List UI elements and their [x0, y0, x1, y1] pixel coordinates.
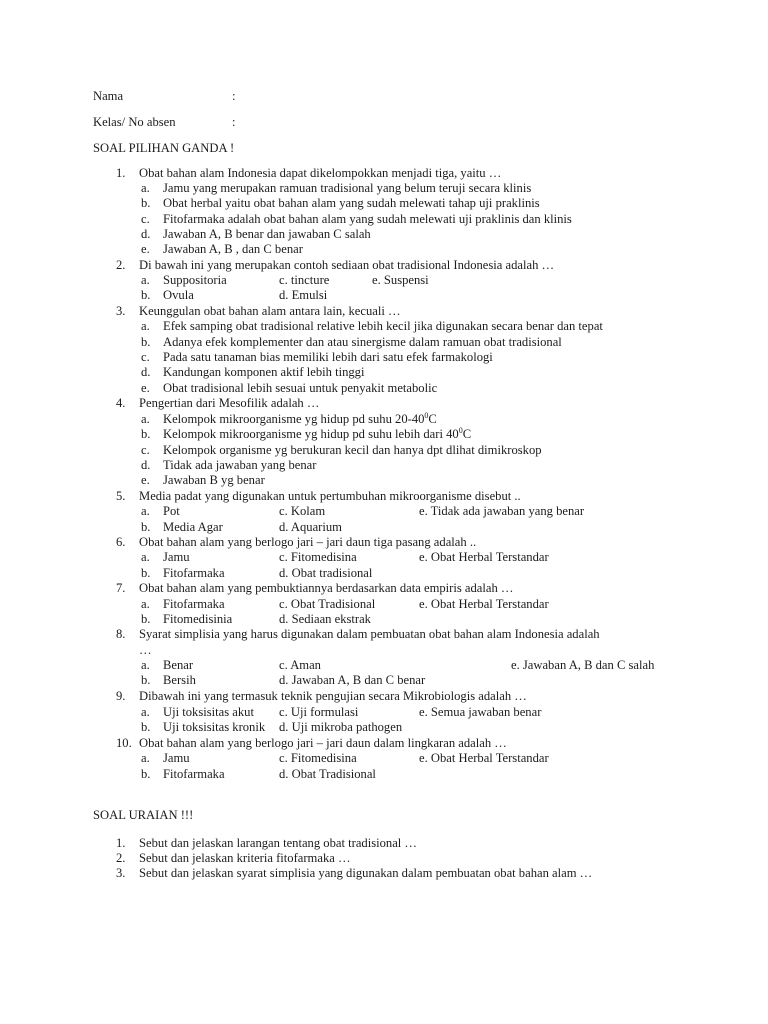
kelas-label: Kelas/ No absen: [93, 115, 176, 129]
question-number: 10.: [116, 736, 132, 750]
question-number: 7.: [116, 581, 126, 595]
option-a: Jamu yang merupakan ramuan tradisional yang belum teruji secara klinis: [163, 181, 532, 195]
kelas-colon: :: [232, 115, 236, 129]
question-number: 2.: [116, 258, 126, 272]
option-letter: b.: [141, 673, 151, 687]
question-text: Syarat simplisia yang harus digunakan dalam pembuatan obat bahan alam Indonesia adalah: [139, 627, 600, 641]
option-d: Tidak ada jawaban yang benar: [163, 458, 317, 472]
option-d: d. Emulsi: [279, 288, 328, 302]
question-text: Dibawah ini yang termasuk teknik pengujian secara Mikrobiologis adalah …: [139, 689, 527, 703]
option-d: d. Uji mikroba pathogen: [279, 720, 403, 734]
option-letter: a.: [141, 705, 150, 719]
option-d: d. Obat Tradisional: [279, 767, 376, 781]
question-text: Obat bahan alam yang pembuktiannya berdasarkan data empiris adalah …: [139, 581, 514, 595]
option-letter: e.: [141, 242, 150, 256]
option-letter: b.: [141, 196, 151, 210]
option-d: Jawaban A, B benar dan jawaban C salah: [163, 227, 371, 241]
option-letter: d.: [141, 365, 151, 379]
option-letter: e.: [141, 381, 150, 395]
essay-text: Sebut dan jelaskan syarat simplisia yang digunakan dalam pembuatan obat bahan alam …: [139, 866, 593, 880]
option-b: Fitomedisinia: [163, 612, 233, 626]
option-letter: a.: [141, 181, 150, 195]
option-letter: b.: [141, 288, 151, 302]
question-text: Keunggulan obat bahan alam antara lain, kecuali …: [139, 304, 401, 318]
option-letter: c.: [141, 212, 150, 226]
section-title-pilihan-ganda: SOAL PILIHAN GANDA !: [93, 141, 235, 155]
option-b: [163, 427, 471, 442]
option-e: e. Obat Herbal Terstandar: [419, 751, 549, 765]
option-c: c. Aman: [279, 658, 321, 672]
essay-number: 3.: [116, 866, 126, 880]
question-number: 6.: [116, 535, 126, 549]
option-e: Jawaban A, B , dan C benar: [163, 242, 303, 256]
option-letter: c.: [141, 350, 150, 364]
option-a: [163, 412, 437, 427]
option-letter: a.: [141, 273, 150, 287]
option-b: Uji toksisitas kronik: [163, 720, 266, 734]
option-letter: a.: [141, 597, 150, 611]
option-c: c. Fitomedisina: [279, 550, 357, 564]
question-text-continuation: …: [139, 643, 152, 657]
option-e: e. Obat Herbal Terstandar: [419, 597, 549, 611]
question-text: Obat bahan alam yang berlogo jari – jari daun dalam lingkaran adalah …: [139, 736, 507, 750]
option-letter: a.: [141, 550, 150, 564]
option-b: Ovula: [163, 288, 194, 302]
option-a: Efek samping obat tradisional relative lebih kecil jika digunakan secara benar dan tepat: [163, 319, 603, 333]
question-number: 9.: [116, 689, 126, 703]
option-b-unit: C: [462, 427, 472, 441]
option-b: Fitofarmaka: [163, 767, 225, 781]
option-b: Adanya efek komplementer dan atau sinergisme dalam ramuan obat tradisional: [163, 335, 562, 349]
option-a: Benar: [163, 658, 194, 672]
option-d: Kandungan komponen aktif lebih tinggi: [163, 365, 365, 379]
option-b: Obat herbal yaitu obat bahan alam yang sudah melewati tahap uji praklinis: [163, 196, 540, 210]
option-e: e. Tidak ada jawaban yang benar: [419, 504, 585, 518]
degree-superscript: 0: [424, 411, 429, 420]
option-b: Fitofarmaka: [163, 566, 225, 580]
option-c: c. Fitomedisina: [279, 751, 357, 765]
question-number: 3.: [116, 304, 126, 318]
option-c: Fitofarmaka adalah obat bahan alam yang sudah melewati uji praklinis dan klinis: [163, 212, 572, 226]
option-d: d. Aquarium: [279, 520, 342, 534]
question-text: Di bawah ini yang merupakan contoh sediaan obat tradisional Indonesia adalah …: [139, 258, 555, 272]
option-letter: b.: [141, 720, 151, 734]
essay-number: 1.: [116, 836, 126, 850]
option-letter: b.: [141, 612, 151, 626]
essay-number: 2.: [116, 851, 126, 865]
option-letter: a.: [141, 412, 150, 426]
question-number: 1.: [116, 166, 126, 180]
option-c: c. tincture: [279, 273, 330, 287]
option-e: e. Semua jawaban benar: [419, 705, 542, 719]
option-letter: d.: [141, 458, 151, 472]
option-e: e. Suspensi: [372, 273, 429, 287]
option-c: Pada satu tanaman bias memiliki lebih dari satu efek farmakologi: [163, 350, 493, 364]
option-a: Pot: [163, 504, 180, 518]
option-letter: a.: [141, 751, 150, 765]
option-b: Bersih: [163, 673, 196, 687]
option-d: d. Jawaban A, B dan C benar: [279, 673, 426, 687]
question-text: Obat bahan alam Indonesia dapat dikelompokkan menjadi tiga, yaitu …: [139, 166, 502, 180]
essay-text: Sebut dan jelaskan larangan tentang obat tradisional …: [139, 836, 418, 850]
option-letter: b.: [141, 566, 151, 580]
option-d: d. Obat tradisional: [279, 566, 373, 580]
option-e: e. Obat Herbal Terstandar: [419, 550, 549, 564]
option-letter: a.: [141, 658, 150, 672]
option-a: Fitofarmaka: [163, 597, 225, 611]
question-text: Media padat yang digunakan untuk pertumbuhan mikroorganisme disebut ..: [139, 489, 521, 503]
question-text: Pengertian dari Mesofilik adalah …: [139, 396, 320, 410]
nama-label: Nama: [93, 89, 124, 103]
option-letter: d.: [141, 227, 151, 241]
option-a: Uji toksisitas akut: [163, 705, 254, 719]
option-a-text: Kelompok mikroorganisme yg hidup pd suhu 20-40: [163, 412, 425, 426]
option-a: Suppositoria: [163, 273, 227, 287]
question-number: 4.: [116, 396, 126, 410]
option-c: c. Uji formulasi: [279, 705, 359, 719]
option-e: e. Jawaban A, B dan C salah: [511, 658, 655, 672]
option-letter: b.: [141, 520, 151, 534]
option-a: Jamu: [163, 751, 190, 765]
option-letter: c.: [141, 443, 150, 457]
essay-text: Sebut dan jelaskan kriteria fitofarmaka …: [139, 851, 351, 865]
degree-superscript: 0: [458, 426, 463, 435]
option-letter: a.: [141, 504, 150, 518]
option-letter: b.: [141, 335, 151, 349]
option-e: Jawaban B yg benar: [163, 473, 265, 487]
question-number: 5.: [116, 489, 126, 503]
option-a-unit: C: [428, 412, 437, 426]
option-a: Jamu: [163, 550, 190, 564]
option-letter: b.: [141, 427, 151, 441]
nama-colon: :: [232, 89, 236, 103]
section-title-uraian: SOAL URAIAN !!!: [93, 808, 194, 822]
option-b: Media Agar: [163, 520, 223, 534]
option-c: Kelompok organisme yg berukuran kecil dan hanya dpt dlihat dimikroskop: [163, 443, 542, 457]
option-b-text: Kelompok mikroorganisme yg hidup pd suhu lebih dari 40: [163, 427, 459, 441]
option-c: c. Obat Tradisional: [279, 597, 376, 611]
option-c: c. Kolam: [279, 504, 326, 518]
option-letter: e.: [141, 473, 150, 487]
option-letter: a.: [141, 319, 150, 333]
option-d: d. Sediaan ekstrak: [279, 612, 371, 626]
question-text: Obat bahan alam yang berlogo jari – jari daun tiga pasang adalah ..: [139, 535, 477, 549]
option-e: Obat tradisional lebih sesuai untuk penyakit metabolic: [163, 381, 438, 395]
question-number: 8.: [116, 627, 126, 641]
option-letter: b.: [141, 767, 151, 781]
